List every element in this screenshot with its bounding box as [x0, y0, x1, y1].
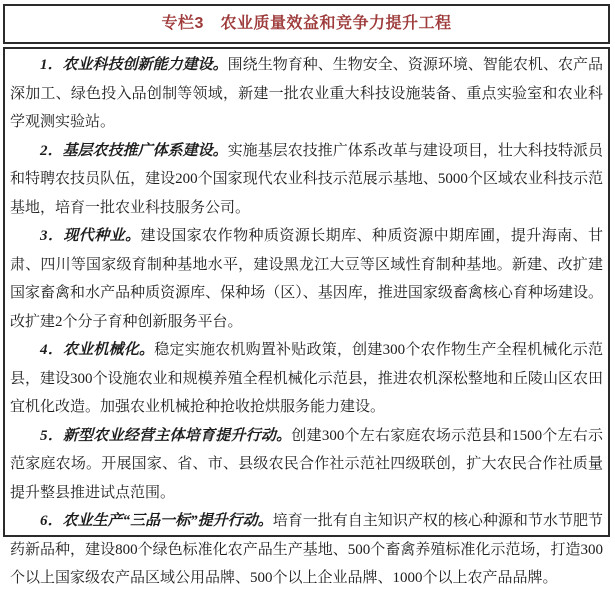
paragraph-text: 稳定实施农机购置补贴政策，创建300个农作物生产全程机械化示范县，建设300个设施农业和规模养殖全程机械化示范县，推进农机深松整地和丘陵山区农田宜机化改造。加强农业机械抢种抢收抢烘服务能力建设。: [10, 342, 603, 415]
paragraph-lead: 3．现代种业。: [40, 228, 141, 244]
paragraph-lead: 4．农业机械化。: [40, 342, 155, 358]
paragraph-text: 培育一批有自主知识产权的核心种源和节水节肥节药新品种，建设800个绿色标准化农产品生产基地、500个畜禽养殖标准化示范场，打造300个以上国家级农产品区域公用品牌、500个以上企业品牌、1000个以上农产品品牌。: [10, 513, 603, 586]
paragraph-text: 围绕生物育种、生物安全、资源环境、智能农机、农产品深加工、绿色投入品创制等领域，新建一批农业重大科技设施装备、重点实验室和农业科学观测实验站。: [10, 57, 603, 130]
paragraph-lead: 6．农业生产“三品一标”提升行动。: [40, 513, 273, 529]
paragraph-text: 创建300个左右家庭农场示范县和1500个左右示范家庭农场。开展国家、省、市、县级农民合作社示范社四级联创，扩大农民合作社质量提升整县推进试点范围。: [10, 427, 603, 501]
list-item: [10, 222, 603, 336]
panel-body: [3, 47, 610, 586]
paragraph-lead: 1．农业科技创新能力建设。: [40, 57, 228, 73]
paragraph-text: 实施基层农技推广体系改革与建设项目，壮大科技特派员和特聘农技员队伍，建设200个国家现代农业科技示范展示基地、5000个区域农业科技示范基地，培育一批农业科技服务公司。: [10, 142, 603, 216]
paragraph-lead: 2．基层农技推广体系建设。: [40, 142, 228, 159]
list-item: [10, 51, 603, 137]
list-item: [10, 137, 603, 223]
paragraph-lead: 5．新型农业经营主体培育提升行动。: [40, 427, 292, 444]
paragraph-text: 建设国家农作物种质资源长期库、种质资源中期库圃，提升海南、甘肃、四川等国家级育制种基地水平，建设黑龙江大豆等区域性育制种基地。新建、改扩建国家畜禽和水产品种质资源库、保种场（区）、基因库，推进国家级畜禽核心育种场建设。改扩建2个分子育种创新服务平台。: [10, 228, 603, 330]
list-item: [10, 336, 603, 422]
panel-header: [3, 4, 610, 44]
list-item: [10, 422, 603, 508]
panel-title: 专栏3 农业质量效益和竞争力提升工程: [161, 15, 452, 32]
list-item: [10, 507, 603, 593]
